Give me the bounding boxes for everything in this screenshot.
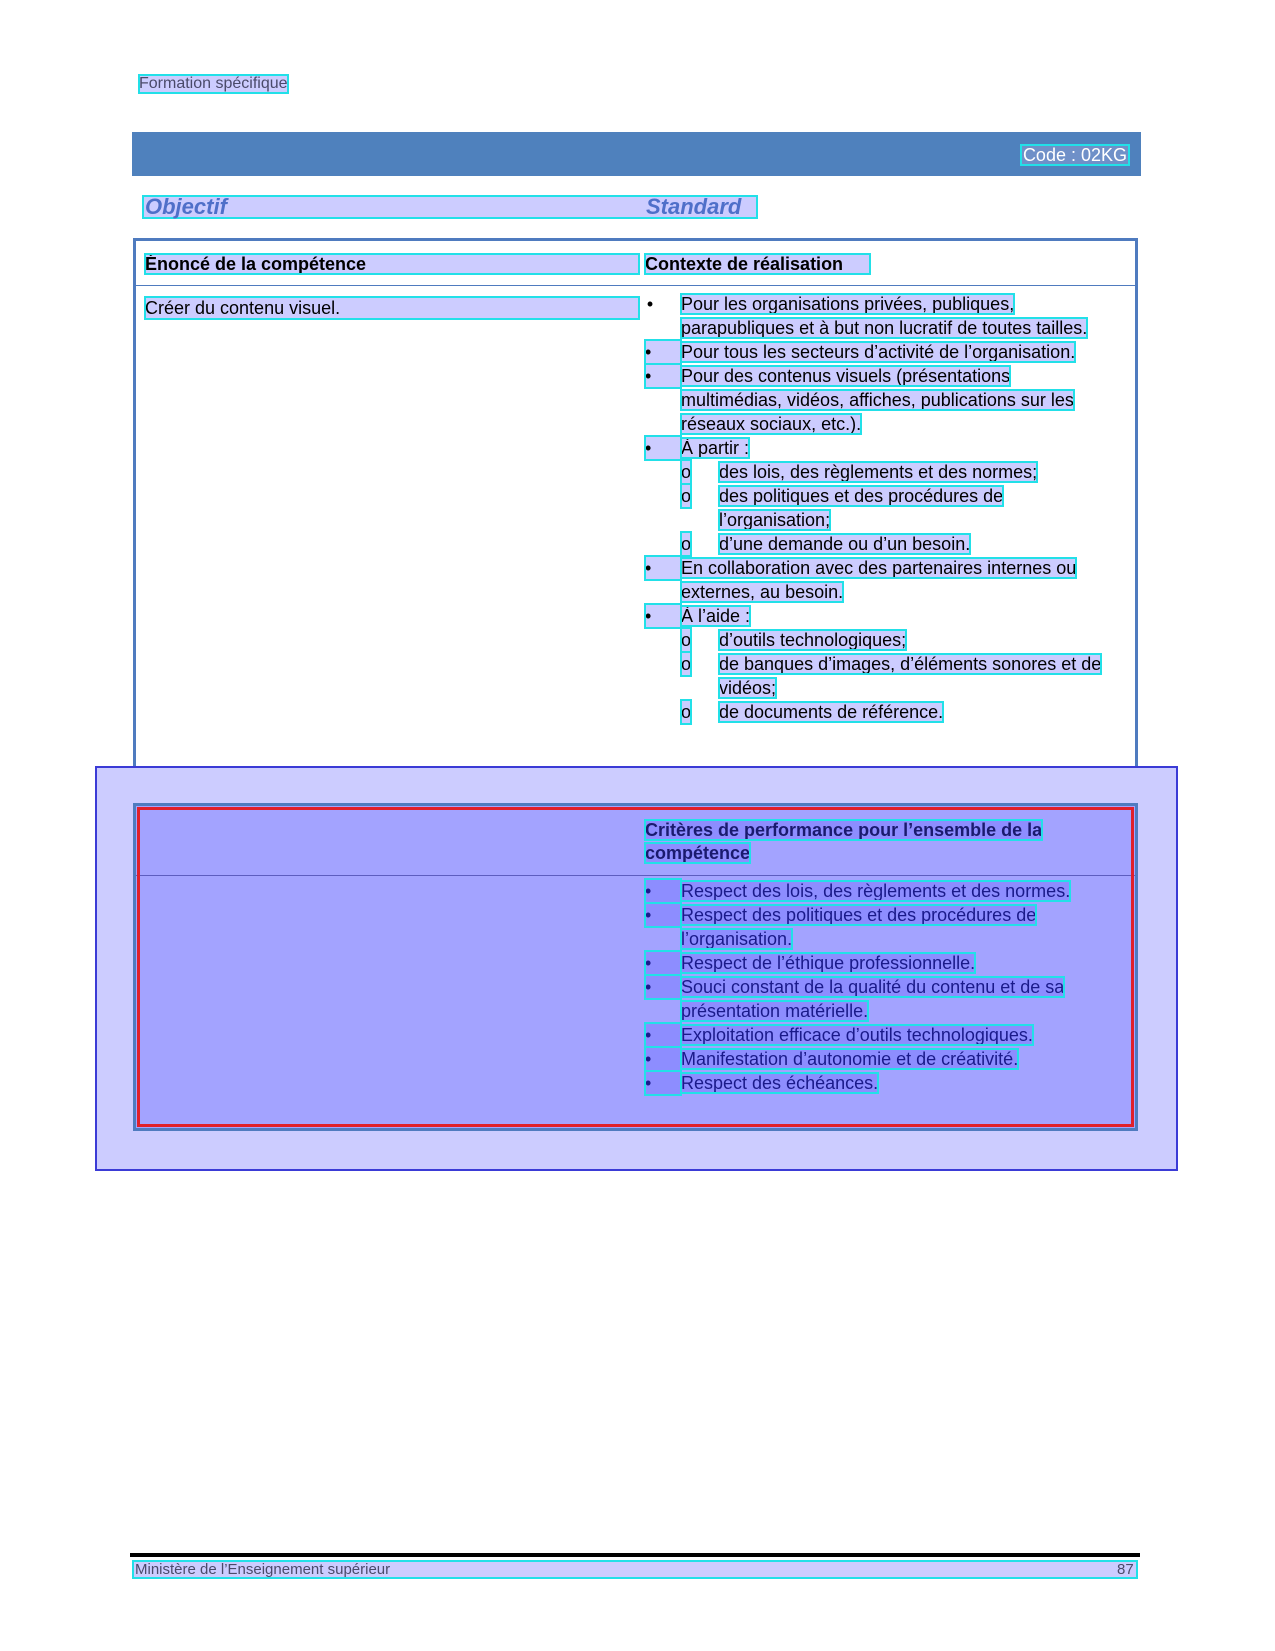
enonce-text: Créer du contenu visuel. <box>145 297 639 319</box>
circle-bullet-icon: o <box>681 630 692 650</box>
standard-heading: Standard <box>646 194 742 219</box>
context-list <box>645 292 1115 724</box>
context-subitem-text: de documents de référence. <box>719 702 944 722</box>
context-subitem-text: d’outils technologiques; <box>719 630 907 650</box>
competency-code: Code : 02KG <box>1022 145 1127 165</box>
bullet-icon: • <box>645 951 681 975</box>
selection-outline <box>137 807 1134 1127</box>
context-item-text: À l’aide : <box>681 606 751 626</box>
context-subitem-text: de banques d’images, d’éléments sonores et de vidéos; <box>719 654 1102 698</box>
context-item <box>645 364 1115 436</box>
context-subitem <box>681 484 1115 532</box>
context-subitem-text: des lois, des règlements et des normes; <box>719 462 1038 482</box>
bullet-icon: • <box>645 436 681 460</box>
bullet-icon: • <box>645 364 681 388</box>
circle-bullet-icon: o <box>681 534 692 554</box>
context-subitem-text: des politiques et des procédures de l’organisation; <box>719 486 1004 530</box>
objectif-heading: Objectif <box>145 194 227 219</box>
section-heading-row <box>143 196 757 218</box>
bullet-icon: • <box>646 294 654 314</box>
criteres-header-text: Critères de performance pour l’ensemble de la compétence <box>645 820 1043 863</box>
criteria-item-text: Souci constant de la qualité du contenu et de sa présentation matérielle. <box>681 977 1065 1021</box>
context-item-text: Pour les organisations privées, publiques, parapubliques et à but non lucratif de toutes tailles. <box>681 294 1088 338</box>
context-item <box>645 292 1115 340</box>
page-number: 87 <box>1117 1561 1134 1578</box>
context-item-text: À partir : <box>681 438 750 458</box>
enonce-header: Énoncé de la compétence <box>145 254 639 274</box>
bullet-icon: • <box>645 340 681 364</box>
running-head: Formation spécifique <box>139 75 288 92</box>
context-item-text: En collaboration avec des partenaires internes ou externes, au besoin. <box>681 558 1077 602</box>
context-item <box>645 340 1115 364</box>
bullet-icon: • <box>645 903 681 927</box>
criteria-item-text: Respect des échéances. <box>681 1073 879 1093</box>
context-item <box>645 556 1115 604</box>
circle-bullet-icon: o <box>681 702 692 722</box>
footer-ministry: Ministère de l’Enseignement supérieur <box>135 1561 391 1578</box>
criteria-item-text: Respect de l’éthique professionnelle. <box>681 953 976 973</box>
bullet-icon: • <box>645 556 681 580</box>
context-sublist <box>681 628 1115 724</box>
bullet-icon: • <box>645 1071 681 1095</box>
bullet-icon: • <box>645 604 681 628</box>
circle-bullet-icon: o <box>681 462 692 482</box>
context-item <box>645 604 1115 724</box>
criteria-item-text: Respect des lois, des règlements et des normes. <box>681 881 1071 901</box>
criteria-item-text: Manifestation d’autonomie et de créativité. <box>681 1049 1019 1069</box>
context-subitem <box>681 628 1115 652</box>
bullet-icon: • <box>645 879 681 903</box>
context-item-text: Pour tous les secteurs d’activité de l’organisation. <box>681 342 1076 362</box>
circle-bullet-icon: o <box>681 486 692 506</box>
circle-bullet-icon: o <box>681 654 692 674</box>
criteria-item-text: Respect des politiques et des procédures de l’organisation. <box>681 905 1037 949</box>
context-subitem <box>681 700 1115 724</box>
context-subitem-text: d’une demande ou d’un besoin. <box>719 534 971 554</box>
criteria-item-text: Exploitation efficace d’outils technologiques. <box>681 1025 1033 1045</box>
bullet-icon: • <box>645 975 681 999</box>
header-divider <box>136 285 1135 286</box>
competency-table <box>133 238 1138 786</box>
contexte-header: Contexte de réalisation <box>645 254 870 274</box>
bullet-icon: • <box>645 1023 681 1047</box>
code-bar <box>132 132 1141 176</box>
bullet-icon: • <box>645 1047 681 1071</box>
context-item-text: Pour des contenus visuels (présentations multimédias, vidéos, affiches, publications sur les réseaux sociaux, etc.). <box>681 366 1074 434</box>
footer-rule <box>130 1553 1140 1557</box>
context-item <box>645 436 1115 556</box>
context-sublist <box>681 460 1115 556</box>
context-subitem <box>681 652 1115 700</box>
context-subitem <box>681 460 1115 484</box>
context-subitem <box>681 532 1115 556</box>
